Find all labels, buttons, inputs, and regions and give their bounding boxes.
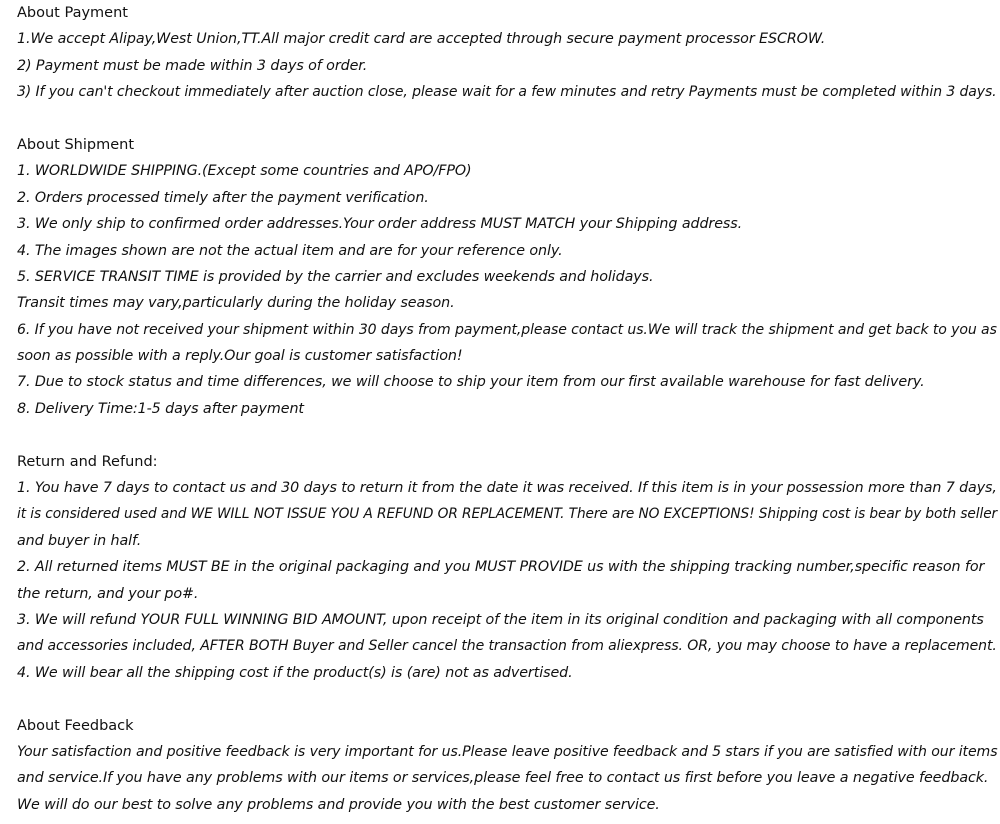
feedback-section xyxy=(17,713,997,819)
refund-section xyxy=(17,449,997,687)
payment-line: 2) Payment must be made within 3 days of order. xyxy=(17,57,368,74)
shipment-line: 3. We only ship to confirmed order addresses.Your order address MUST MATCH your Shipping address. xyxy=(17,216,743,233)
refund-line: it is considered used and WE WILL NOT ISSUE YOU A REFUND OR REPLACEMENT. There are NO EXCEPTIONS! Shipping cost is bear by both seller xyxy=(17,506,998,523)
payment-line: 3) If you can't checkout immediately after auction close, please wait for a few minutes and retry Payments must be completed within 3 days. xyxy=(17,84,997,101)
refund-line: 4. We will bear all the shipping cost if the product(s) is (are) not as advertised. xyxy=(17,664,573,681)
feedback-heading: About Feedback xyxy=(17,717,134,734)
payment-section xyxy=(17,0,997,106)
shipment-line: soon as possible with a reply.Our goal is customer satisfaction! xyxy=(17,348,463,365)
refund-line: 2. All returned items MUST BE in the original packaging and you MUST PROVIDE us with the shipping tracking number,specific reason for xyxy=(17,559,985,576)
refund-line: and accessories included, AFTER BOTH Buyer and Seller cancel the transaction from aliexpress. OR, you may choose to have a replacement. xyxy=(17,638,997,655)
feedback-line: We will do our best to solve any problems and provide you with the best customer service. xyxy=(17,796,660,813)
shipment-line: 2. Orders processed timely after the payment verification. xyxy=(17,189,429,206)
shipment-line: 5. SERVICE TRANSIT TIME is provided by the carrier and excludes weekends and holidays. xyxy=(17,268,654,285)
payment-line: 1.We accept Alipay,West Union,TT.All major credit card are accepted through secure payment processor ESCROW. xyxy=(17,31,826,48)
refund-line: and buyer in half. xyxy=(17,532,142,549)
policy-document xyxy=(17,0,997,818)
section-spacer xyxy=(17,106,997,132)
refund-line: 1. You have 7 days to contact us and 30 days to return it from the date it was received. If this item is in your possession more than 7 days, xyxy=(17,480,997,497)
feedback-line: and service.If you have any problems with our items or services,please feel free to contact us first before you leave a negative feedback. xyxy=(17,770,989,787)
section-spacer xyxy=(17,422,997,448)
shipment-line: 1. WORLDWIDE SHIPPING.(Except some countries and APO/FPO) xyxy=(17,163,472,180)
shipment-section xyxy=(17,132,997,422)
section-spacer xyxy=(17,686,997,712)
shipment-line: Transit times may vary,particularly during the holiday season. xyxy=(17,295,455,312)
shipment-line: 7. Due to stock status and time differences, we will choose to ship your item from our first available warehouse for fast delivery. xyxy=(17,374,925,391)
shipment-heading: About Shipment xyxy=(17,136,135,153)
shipment-line: 4. The images shown are not the actual item and are for your reference only. xyxy=(17,242,563,259)
shipment-line: 8. Delivery Time:1-5 days after payment xyxy=(17,400,304,417)
refund-line: 3. We will refund YOUR FULL WINNING BID AMOUNT, upon receipt of the item in its original condition and packaging with all components xyxy=(17,611,984,628)
refund-line: the return, and your po#. xyxy=(17,585,199,602)
feedback-line: Your satisfaction and positive feedback is very important for us.Please leave positive feedback and 5 stars if you are satisfied with our items xyxy=(17,743,998,760)
shipment-line: 6. If you have not received your shipment within 30 days from payment,please contact us.We will track the shipment and get back to you as xyxy=(17,321,997,338)
payment-heading: About Payment xyxy=(17,5,128,21)
refund-heading: Return and Refund: xyxy=(17,453,158,470)
